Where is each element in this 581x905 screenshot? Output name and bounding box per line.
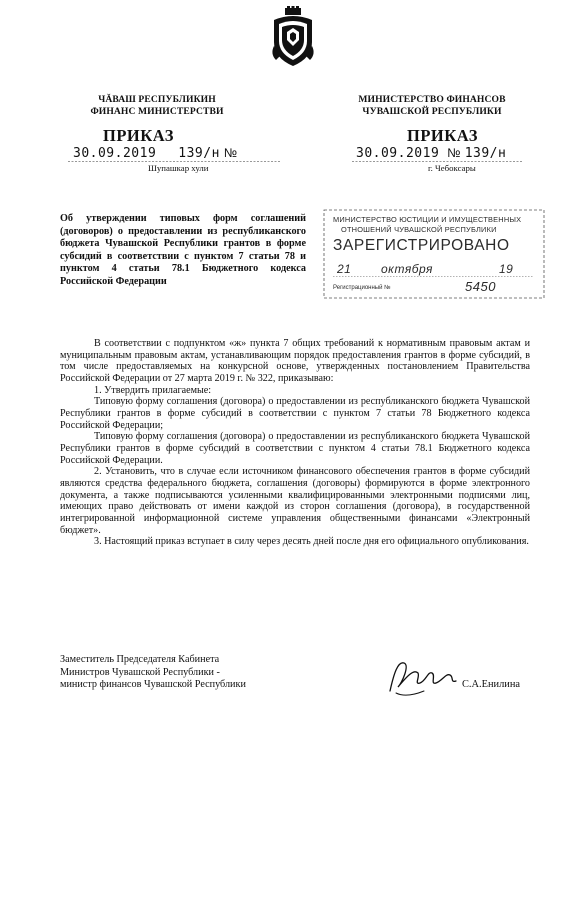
right-date: 30.09.2019	[356, 146, 440, 161]
left-org-line1: ЧĂВАШ РЕСПУБЛИКИН	[98, 94, 216, 105]
body-paragraph-preamble: В соответствии с подпунктом «ж» пункта 7 общих требований к нормативным правовым актам и муниципальным правовым актам, устанавливающим порядок предоставления грантов в форме субсидий, в том числе предоставляемых на конкурсной основе, утвержденных постановлением Правительства Российской Федерации от 27 марта 2019 г. № 322, приказываю:	[60, 338, 530, 384]
stamp-date-underline	[333, 275, 533, 278]
body-paragraph-form2: Типовую форму соглашения (договора) о предоставлении из республиканского бюджета Чувашской Республики грантов в форме субсидий в соответствии с пунктом 4 статьи 78.1 Бюджетного кодекса Российской Федерации.	[60, 431, 530, 466]
left-date: 30.09.2019	[73, 146, 157, 161]
registration-stamp	[323, 209, 545, 299]
stamp-reg-number: 5450	[465, 279, 496, 294]
body-paragraph-item2: 2. Установить, что в случае если источником финансового обеспечения грантов в форме субсидий являются средства федерального бюджета, соглашения (договоры) формируются в форме электронного документа, а также подписываются усиленными квалифицированными электронными подписями лиц, имеющих право действовать от имени каждой из сторон соглашения (договора), в государственной интегрированной информационной системе управления общественными финансами «Электронный бюджет».	[60, 466, 530, 536]
right-number: 139/н	[464, 146, 507, 161]
stamp-title: ЗАРЕГИСТРИРОВАНО	[333, 237, 510, 254]
body-paragraph-item1: 1. Утвердить прилагаемые:	[94, 384, 212, 396]
stamp-date-month: октября	[381, 262, 433, 276]
left-number-sign: №	[223, 146, 238, 160]
signatory-name: С.А.Енилина	[462, 679, 521, 690]
signatory-position	[60, 654, 310, 692]
body-paragraph-item3: 3. Настоящий приказ вступает в силу через десять дней после дня его официального опубликования.	[94, 536, 529, 548]
stamp-date-year: 19	[499, 262, 514, 276]
stamp-line1: МИНИСТЕРСТВО ЮСТИЦИИ И ИМУЩЕСТВЕННЫХ	[333, 215, 522, 224]
left-doc-type: ПРИКАЗ	[103, 126, 174, 145]
emblem-crown	[285, 6, 301, 15]
left-org-header	[78, 94, 236, 117]
right-org-header	[348, 94, 516, 117]
body-paragraph-form1: Типовую форму соглашения (договора) о предоставлении из республиканского бюджета Чувашской Республики грантов в форме субсидий в соответствии с пунктом 7 статьи 78 Бюджетного кодекса Российской Федерации;	[60, 396, 530, 431]
right-number-sign: №	[447, 146, 461, 160]
left-city: Шупашкар хули	[148, 163, 209, 173]
left-number: 139/н	[178, 146, 220, 161]
handwritten-signature	[384, 653, 462, 701]
signatory-position-line3: министр финансов Чувашской Республики	[60, 679, 246, 691]
coat-of-arms-emblem	[270, 6, 316, 68]
signatory-position-line1: Заместитель Председателя Кабинета	[60, 654, 220, 665]
stamp-reg-label: Регистрационный №	[333, 285, 391, 291]
right-doc-type: ПРИКАЗ	[407, 126, 478, 145]
stamp-line2: ОТНОШЕНИЙ ЧУВАШСКОЙ РЕСПУБЛИКИ	[341, 225, 497, 234]
right-org-line1: МИНИСТЕРСТВО ФИНАНСОВ	[358, 94, 506, 105]
document-subject: Об утверждении типовых форм соглашений (договоров) о предоставлении из республиканского бюджета Чувашской Республики грантов в форме субсидий в соответствии с пунктом 7 статьи 78 и пунктом 4 статьи 78.1 Бюджетного кодекса Российской Федерации	[60, 213, 306, 287]
document-body	[60, 338, 530, 548]
right-city: г. Чебоксары	[428, 163, 476, 173]
right-org-line2: ЧУВАШСКОЙ РЕСПУБЛИКИ	[362, 105, 502, 117]
signatory-position-line2: Министров Чувашской Республики -	[60, 666, 220, 678]
stamp-date-day: 21	[337, 262, 352, 276]
left-org-line2: ФИНАНС МИНИСТЕРСТВИ	[90, 105, 224, 117]
